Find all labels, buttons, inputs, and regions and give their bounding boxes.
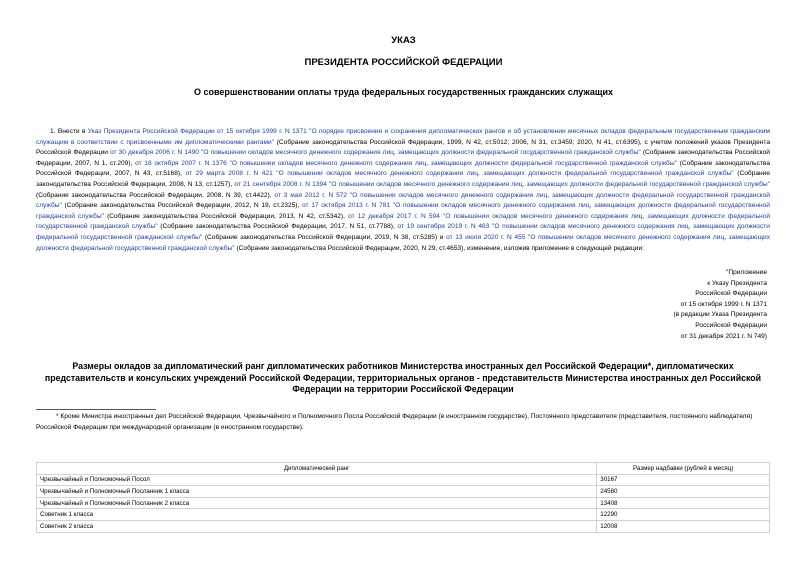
appendix-line: от 31 декабря 2021 г. N 749) <box>680 332 767 340</box>
rank-cell: Советник 1 класса <box>37 509 597 521</box>
rank-cell: Чрезвычайный и Полномочный Посланник 1 класса <box>37 486 597 498</box>
decree-reference-link[interactable]: от 3 мая 2012 г. N 572 "О повышении окладов месячного денежного содержания лиц, замещающих должности федеральной государственной гражданской службы" <box>36 191 770 210</box>
paragraph-text: (Собрание законодательства Российской Федерации, 2012, N 19, ст.2325), <box>61 202 303 210</box>
table-row <box>37 474 770 486</box>
table-row <box>37 520 770 532</box>
decree-reference-link[interactable]: от 19 сентября 2019 г. N 463 "О повышении окладов месячного денежного содержания лиц, замещающих должности федеральной государственной гражданской службы" <box>36 223 770 241</box>
decree-reference-link[interactable]: от 30 декабря 2006 г. N 1490 "О повышении окладов месячного денежного содержания лиц, замещающих должности федеральной государственной гражданской службы" <box>110 149 641 157</box>
appendix-line: Российской Федерации <box>695 321 767 329</box>
rank-cell: Советник 2 класса <box>37 520 597 532</box>
paragraph-text: (Собрание законодательства Российской Федерации, 2020, N 29, ст.4653), изменение, изложив приложение в следующей редакции: <box>234 244 645 252</box>
table-row <box>37 497 770 509</box>
paragraph-text: (Собрание законодательства Российской Федерации, 2008, N 39, ст.4422), <box>36 191 275 199</box>
amount-cell: 30167 <box>597 474 770 486</box>
decree-reference-link[interactable]: от 17 октября 2013 г. N 781 "О повышении окладов месячного денежного содержания лиц, замещающих должности федеральной государственной гражданской службы" <box>36 202 770 220</box>
decree-reference-link[interactable]: от 13 июля 2020 г. N 455 "О повышении окладов месячного денежного содержания лиц, замещающих должности федеральной государственной гражданской службы" <box>36 233 770 252</box>
table-row <box>37 486 770 498</box>
paragraph-text: (Собрание законодательства Российской Федерации, 2017, N 51, ст.7788), <box>157 223 398 231</box>
paragraph-text: (Собрание законодательства Российской Федерации, 2019, N 38, ст.5285) и <box>202 233 447 241</box>
appendix-line: "Приложение <box>725 269 767 276</box>
rank-cell: Чрезвычайный и Полномочный Посланник 2 класса <box>37 497 597 509</box>
paragraph-text: (Собрание законодательства Российской Федерации, 2008, N 13, ст.1257), <box>36 170 770 188</box>
table-row <box>37 509 770 521</box>
decree-title: О совершенствовании оплаты труда федеральных государственных гражданских служащих <box>193 87 614 97</box>
issuer-title: ПРЕЗИДЕНТА РОССИЙСКОЙ ФЕДЕРАЦИИ <box>304 57 503 68</box>
appendix-line: Российской Федерации <box>695 290 767 298</box>
decree-reference-link[interactable]: от 21 сентября 2008 г. N 1394 "О повышении окладов месячного денежного содержания лиц, замещающих должности федеральной государственной гражданской службы" <box>234 180 770 188</box>
paragraph-text: (Собрание законодательства Российской Федерации, 2007, N 1, ст.209), <box>36 149 770 167</box>
decree-label: УКАЗ <box>391 35 416 46</box>
amount-cell: 24580 <box>597 486 770 498</box>
table-header-row <box>37 463 770 475</box>
paragraph-text: (Собрание законодательства Российской Федерации, 1999, N 42, ст.5012; 2006, N 31, ст.3459; 2020, N 41, ст.6395), с учетом положений указов Президента Российской Федерации <box>36 138 770 157</box>
decree-reference-link[interactable]: от 12 декабря 2017 г. N 594 "О повышении окладов месячного денежного содержания лиц, замещающих должности федеральной государственной гражданской службы" <box>36 212 770 231</box>
appendix-note <box>567 268 767 342</box>
appendix-line: к Указу Президента <box>707 279 767 287</box>
header-amount: Размер надбавки (рублей в месяц) <box>597 463 770 475</box>
paragraph-text: 1. Внести в <box>50 128 88 135</box>
rank-cell: Чрезвычайный и Полномочный Посол <box>37 474 597 486</box>
amount-cell: 12008 <box>597 520 770 532</box>
header-rank: Дипломатический ранг <box>37 463 597 475</box>
footnote-divider <box>36 409 156 410</box>
decree-reference-link[interactable]: от 18 октября 2007 г. N 1376 "О повышении окладов месячного денежного содержания лиц, замещающих должности федеральной государственной гражданской службы" <box>135 159 677 167</box>
footnote: * Кроме Министра иностранных дел Российской Федерации, Чрезвычайного и Полномочного Посла Российской Федерации (в иностранном государстве), Постоянного представителя (представителя, постоянного наблюдателя) Российской Федерации при международной организации (в иностранном государстве). <box>36 413 753 431</box>
amount-cell: 12290 <box>597 509 770 521</box>
section-title: Размеры окладов за дипломатический ранг дипломатических работников Министерства иностранных дел Российской Федерации*, дипломатических представительств и консульских учреждений Российской Федерации, территориальных органов - представительств Министерства иностранных дел Российской Федерации на территории Российской Федерации <box>44 361 762 394</box>
decree-reference-link[interactable]: от 29 марта 2008 г. N 421 "О повышении окладов месячного денежного содержания лиц, замещающих должности федеральной государственной гражданской службы" <box>185 170 734 178</box>
appendix-line: (в редакции Указа Президента <box>673 311 767 319</box>
paragraph-text: (Собрание законодательства Российской Федерации, 2013, N 42, ст.5342), <box>103 212 349 220</box>
appendix-line: от 15 октября 1999 г. N 1371 <box>680 300 767 308</box>
main-paragraph <box>36 127 770 254</box>
rank-table <box>36 462 770 533</box>
decree-reference-link[interactable]: Указ Президента Российской Федерации от 15 октября 1999 г. N 1371 "О порядке присвоения и сохранения дипломатических рангов и об установлении месячных окладов федеральным государственным гражданским служащим в соответствии с присвоенными им дипломатическими рангами" <box>36 128 770 146</box>
amount-cell: 13408 <box>597 497 770 509</box>
paragraph-text: (Собрание законодательства Российской Федерации, 2007, N 43, ст.5168), <box>36 159 770 178</box>
